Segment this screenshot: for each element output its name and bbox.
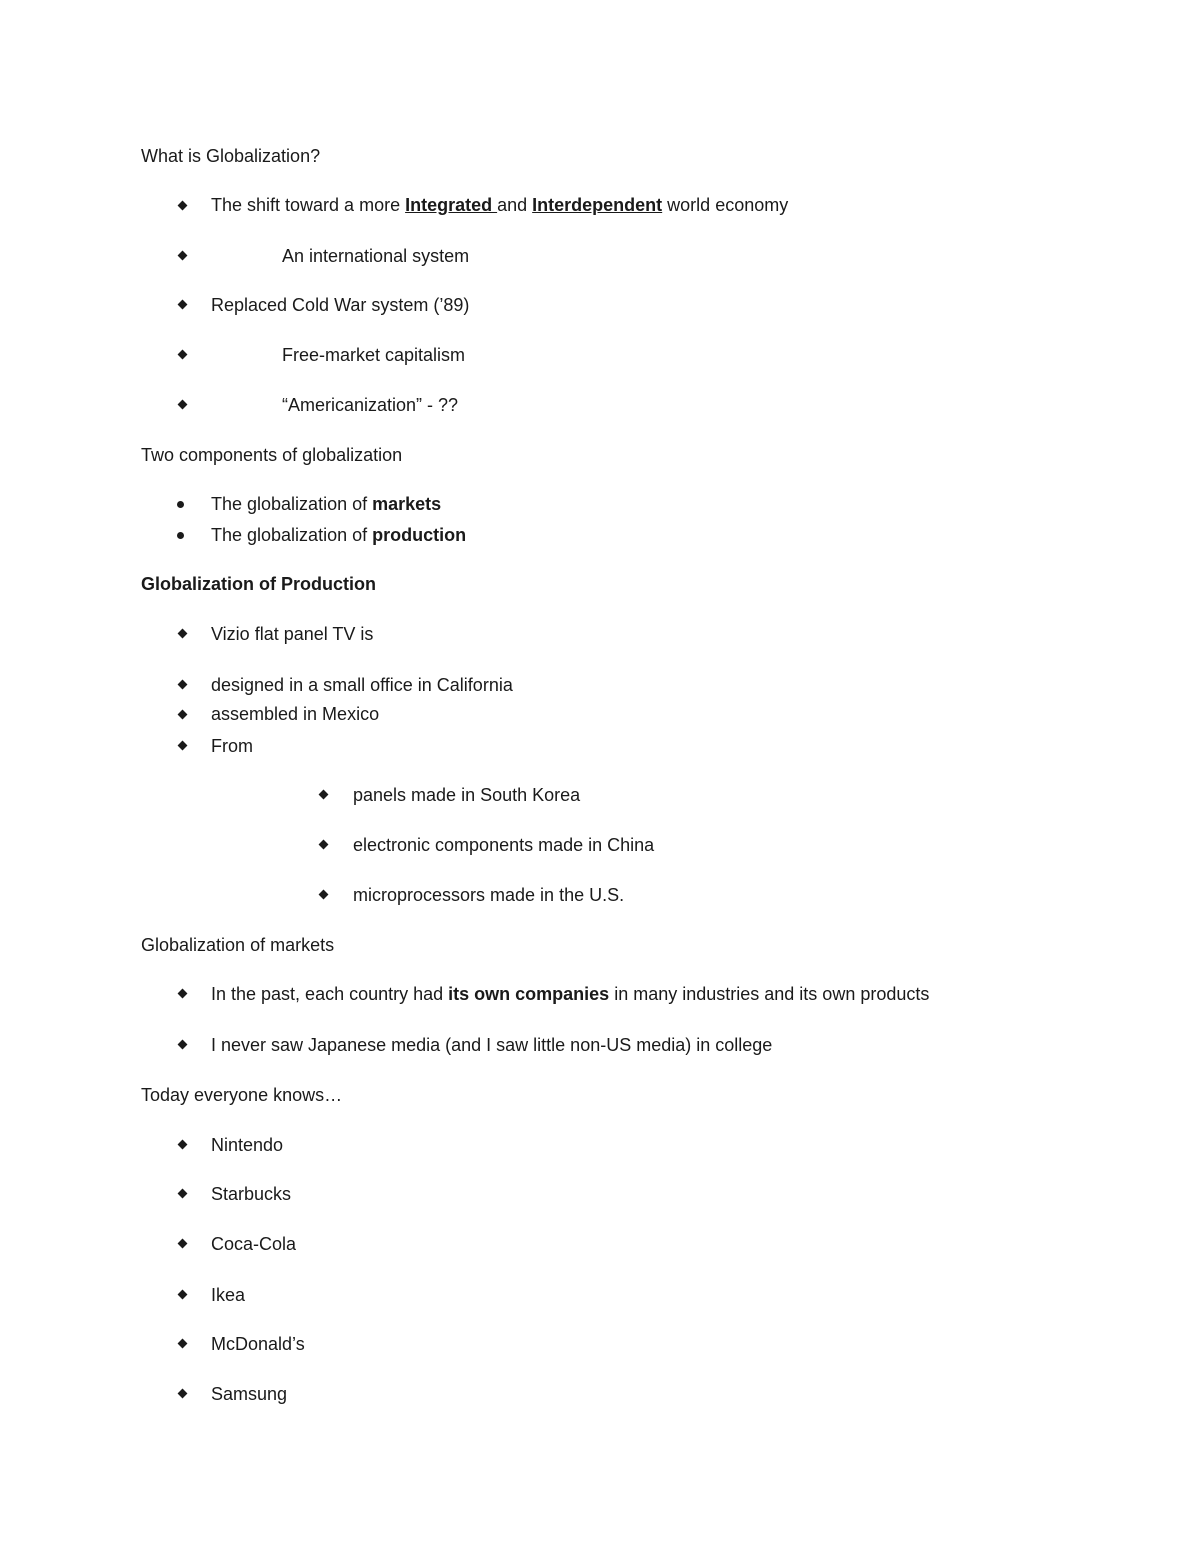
diamond-bullet-icon [178, 680, 188, 690]
list-item: The globalization of markets [211, 494, 442, 514]
list-item: assembled in Mexico [211, 704, 380, 724]
list-item: Vizio flat panel TV is [211, 624, 374, 644]
diamond-bullet-icon [178, 350, 188, 360]
list-item: “Americanization” - ?? [282, 395, 459, 415]
round-bullet-icon [177, 532, 184, 539]
diamond-bullet-icon [178, 1239, 188, 1249]
emphasis-interdependent: Interdependent [532, 195, 663, 215]
section-heading-today: Today everyone knows… [141, 1085, 343, 1105]
diamond-bullet-icon [319, 890, 329, 900]
diamond-bullet-icon [178, 251, 188, 261]
list-item: Coca-Cola [211, 1234, 297, 1254]
diamond-bullet-icon [178, 300, 188, 310]
diamond-bullet-icon [178, 1140, 188, 1150]
list-item: McDonald’s [211, 1334, 305, 1354]
sub-list-item: panels made in South Korea [353, 785, 581, 805]
diamond-bullet-icon [178, 1189, 188, 1199]
list-item: designed in a small office in California [211, 675, 513, 695]
sub-list-item: microprocessors made in the U.S. [353, 885, 625, 905]
diamond-bullet-icon [319, 790, 329, 800]
diamond-bullet-icon [178, 400, 188, 410]
section-heading-what-is: What is Globalization? [141, 146, 321, 166]
list-item: Ikea [211, 1285, 246, 1305]
emphasis-integrated: Integrated [405, 195, 498, 215]
list-item: In the past, each country had its own companies in many industries and its own products [211, 984, 930, 1004]
list-item: An international system [282, 246, 470, 266]
diamond-bullet-icon [178, 710, 188, 720]
section-heading-production: Globalization of Production [141, 574, 376, 594]
diamond-bullet-icon [178, 629, 188, 639]
list-item: I never saw Japanese media (and I saw little non-US media) in college [211, 1035, 773, 1055]
list-item: Nintendo [211, 1135, 284, 1155]
diamond-bullet-icon [178, 1040, 188, 1050]
diamond-bullet-icon [319, 840, 329, 850]
list-item: Replaced Cold War system (’89) [211, 295, 470, 315]
list-item: The shift toward a more Integrated and Interdependent world economy [211, 195, 789, 215]
sub-list-item: electronic components made in China [353, 835, 655, 855]
diamond-bullet-icon [178, 989, 188, 999]
section-heading-markets: Globalization of markets [141, 935, 335, 955]
diamond-bullet-icon [178, 1389, 188, 1399]
list-item: The globalization of production [211, 525, 467, 545]
list-item: Starbucks [211, 1184, 292, 1204]
diamond-bullet-icon [178, 1339, 188, 1349]
list-item: From [211, 736, 253, 756]
diamond-bullet-icon [178, 1290, 188, 1300]
list-item: Samsung [211, 1384, 288, 1404]
round-bullet-icon [177, 501, 184, 508]
section-heading-components: Two components of globalization [141, 445, 403, 465]
list-item: Free-market capitalism [282, 345, 466, 365]
diamond-bullet-icon [178, 741, 188, 751]
diamond-bullet-icon [178, 201, 188, 211]
